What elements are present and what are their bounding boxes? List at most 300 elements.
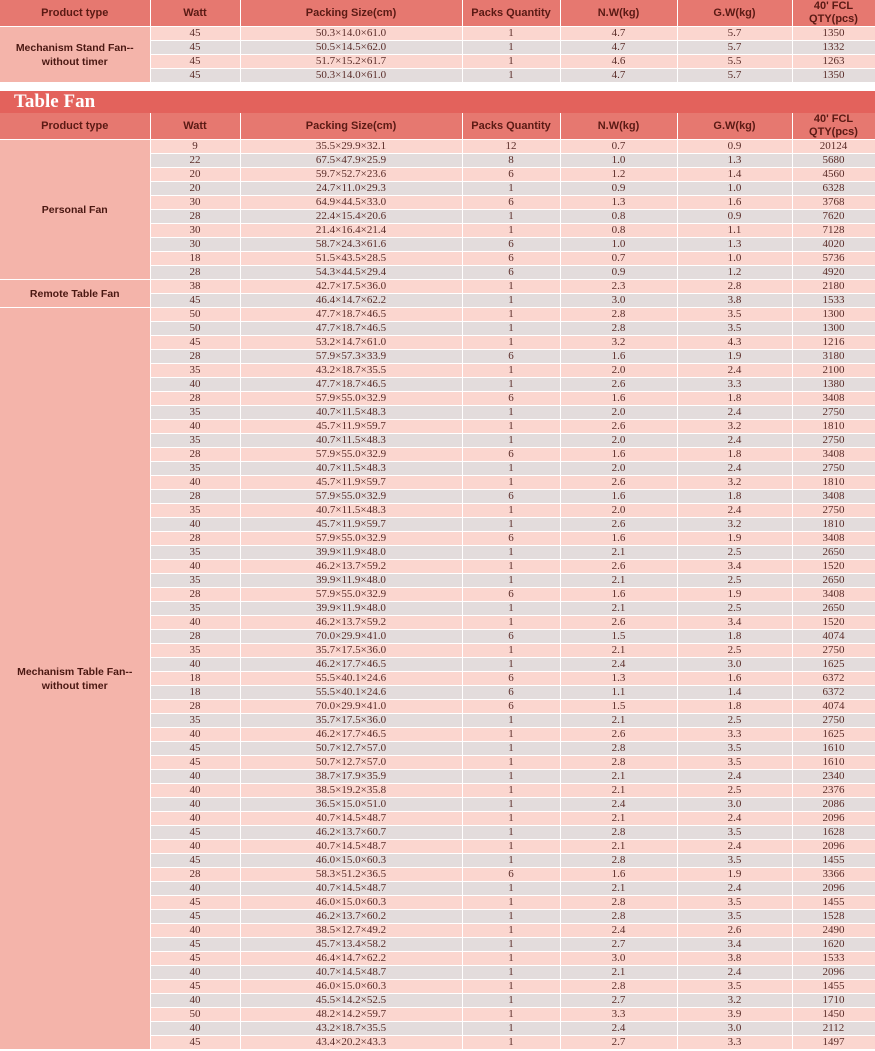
fcl-qty-cell: 2750: [792, 434, 875, 448]
net-weight-cell: 4.7: [560, 27, 677, 41]
gross-weight-cell: 2.4: [677, 504, 792, 518]
watt-cell: 45: [150, 854, 240, 868]
packs-quantity-cell: 1: [462, 364, 560, 378]
gross-weight-cell: 2.5: [677, 784, 792, 798]
watt-cell: 28: [150, 448, 240, 462]
packs-quantity-cell: 1: [462, 784, 560, 798]
net-weight-cell: 1.2: [560, 168, 677, 182]
net-weight-cell: 1.0: [560, 154, 677, 168]
watt-cell: 45: [150, 952, 240, 966]
packing-size-cell: 50.3×14.0×61.0: [240, 69, 462, 83]
packs-quantity-cell: 6: [462, 700, 560, 714]
watt-cell: 35: [150, 574, 240, 588]
packs-quantity-cell: 1: [462, 770, 560, 784]
section-header-table-fan: [0, 91, 875, 113]
fcl-qty-cell: 2180: [792, 280, 875, 294]
packs-quantity-cell: 6: [462, 238, 560, 252]
watt-cell: 45: [150, 55, 240, 69]
watt-cell: 45: [150, 756, 240, 770]
packing-size-cell: 55.5×40.1×24.6: [240, 672, 462, 686]
packs-quantity-cell: 1: [462, 756, 560, 770]
fcl-qty-cell: 1533: [792, 952, 875, 966]
gross-weight-cell: 5.7: [677, 41, 792, 55]
fcl-qty-cell: 3366: [792, 868, 875, 882]
watt-cell: 45: [150, 27, 240, 41]
packs-quantity-cell: 1: [462, 1008, 560, 1022]
packs-quantity-cell: 1: [462, 616, 560, 630]
net-weight-cell: 1.5: [560, 700, 677, 714]
gross-weight-cell: 3.4: [677, 560, 792, 574]
header-watt: Watt: [150, 113, 240, 140]
packing-size-cell: 21.4×16.4×21.4: [240, 224, 462, 238]
net-weight-cell: 2.3: [560, 280, 677, 294]
packing-size-cell: 45.7×11.9×59.7: [240, 476, 462, 490]
packs-quantity-cell: 6: [462, 392, 560, 406]
net-weight-cell: 2.0: [560, 462, 677, 476]
net-weight-cell: 2.8: [560, 826, 677, 840]
watt-cell: 35: [150, 462, 240, 476]
fcl-qty-cell: 5736: [792, 252, 875, 266]
header-packing-size: Packing Size(cm): [240, 113, 462, 140]
packing-size-cell: 57.9×55.0×32.9: [240, 392, 462, 406]
packing-size-cell: 54.3×44.5×29.4: [240, 266, 462, 280]
net-weight-cell: 0.8: [560, 210, 677, 224]
net-weight-cell: 2.6: [560, 560, 677, 574]
gross-weight-cell: 3.5: [677, 896, 792, 910]
header-watt: Watt: [150, 0, 240, 27]
net-weight-cell: 4.7: [560, 41, 677, 55]
packs-quantity-cell: 1: [462, 728, 560, 742]
packs-quantity-cell: 6: [462, 490, 560, 504]
net-weight-cell: 2.1: [560, 644, 677, 658]
packs-quantity-cell: 1: [462, 280, 560, 294]
packs-quantity-cell: 8: [462, 154, 560, 168]
packing-size-cell: 43.2×18.7×35.5: [240, 1022, 462, 1036]
gross-weight-cell: 2.4: [677, 364, 792, 378]
packs-quantity-cell: 1: [462, 952, 560, 966]
watt-cell: 20: [150, 168, 240, 182]
watt-cell: 45: [150, 294, 240, 308]
net-weight-cell: 2.6: [560, 518, 677, 532]
gross-weight-cell: 5.7: [677, 69, 792, 83]
net-weight-cell: 2.7: [560, 994, 677, 1008]
gross-weight-cell: 3.5: [677, 756, 792, 770]
packs-quantity-cell: 6: [462, 588, 560, 602]
product-type-cell: Remote Table Fan: [0, 280, 150, 308]
watt-cell: 35: [150, 406, 240, 420]
gross-weight-cell: 3.8: [677, 294, 792, 308]
watt-cell: 22: [150, 154, 240, 168]
watt-cell: 40: [150, 966, 240, 980]
gross-weight-cell: 2.4: [677, 966, 792, 980]
gross-weight-cell: 3.5: [677, 826, 792, 840]
gross-weight-cell: 2.4: [677, 434, 792, 448]
header-fcl-qty: 40' FCL QTY(pcs): [792, 0, 875, 27]
packing-size-cell: 42.7×17.5×36.0: [240, 280, 462, 294]
packs-quantity-cell: 1: [462, 812, 560, 826]
packs-quantity-cell: 1: [462, 210, 560, 224]
net-weight-cell: 1.1: [560, 686, 677, 700]
fcl-qty-cell: 5680: [792, 154, 875, 168]
gross-weight-cell: 2.4: [677, 462, 792, 476]
packs-quantity-cell: 6: [462, 266, 560, 280]
packing-size-cell: 46.2×13.7×60.2: [240, 910, 462, 924]
net-weight-cell: 2.4: [560, 658, 677, 672]
net-weight-cell: 2.8: [560, 980, 677, 994]
watt-cell: 45: [150, 896, 240, 910]
net-weight-cell: 2.7: [560, 938, 677, 952]
watt-cell: 18: [150, 672, 240, 686]
packing-size-cell: 40.7×11.5×48.3: [240, 462, 462, 476]
net-weight-cell: 4.7: [560, 69, 677, 83]
packing-size-cell: 48.2×14.2×59.7: [240, 1008, 462, 1022]
gross-weight-cell: 2.4: [677, 840, 792, 854]
fcl-qty-cell: 2096: [792, 882, 875, 896]
watt-cell: 45: [150, 336, 240, 350]
watt-cell: 45: [150, 938, 240, 952]
net-weight-cell: 2.1: [560, 602, 677, 616]
packing-size-cell: 70.0×29.9×41.0: [240, 630, 462, 644]
watt-cell: 30: [150, 196, 240, 210]
net-weight-cell: 2.1: [560, 966, 677, 980]
gross-weight-cell: 1.6: [677, 672, 792, 686]
packs-quantity-cell: 1: [462, 1022, 560, 1036]
watt-cell: 28: [150, 630, 240, 644]
watt-cell: 38: [150, 280, 240, 294]
gross-weight-cell: 1.2: [677, 266, 792, 280]
net-weight-cell: 0.9: [560, 266, 677, 280]
packs-quantity-cell: 1: [462, 182, 560, 196]
gross-weight-cell: 3.2: [677, 994, 792, 1008]
net-weight-cell: 1.6: [560, 588, 677, 602]
gross-weight-cell: 1.8: [677, 392, 792, 406]
gross-weight-cell: 0.9: [677, 140, 792, 154]
packs-quantity-cell: 6: [462, 630, 560, 644]
net-weight-cell: 2.6: [560, 378, 677, 392]
packing-size-cell: 45.7×11.9×59.7: [240, 420, 462, 434]
watt-cell: 40: [150, 420, 240, 434]
fcl-qty-cell: 1216: [792, 336, 875, 350]
packs-quantity-cell: 1: [462, 644, 560, 658]
watt-cell: 35: [150, 546, 240, 560]
fcl-qty-cell: 6372: [792, 686, 875, 700]
product-type-cell: Mechanism Table Fan--without timer: [0, 308, 150, 1050]
watt-cell: 35: [150, 434, 240, 448]
fcl-qty-cell: 2376: [792, 784, 875, 798]
gross-weight-cell: 1.3: [677, 238, 792, 252]
fcl-qty-cell: 2750: [792, 644, 875, 658]
net-weight-cell: 1.3: [560, 196, 677, 210]
packs-quantity-cell: 1: [462, 714, 560, 728]
packs-quantity-cell: 1: [462, 224, 560, 238]
gross-weight-cell: 3.5: [677, 980, 792, 994]
gross-weight-cell: 3.2: [677, 476, 792, 490]
packs-quantity-cell: 1: [462, 742, 560, 756]
net-weight-cell: 2.0: [560, 434, 677, 448]
packing-size-cell: 35.7×17.5×36.0: [240, 714, 462, 728]
packs-quantity-cell: 6: [462, 868, 560, 882]
gross-weight-cell: 1.4: [677, 686, 792, 700]
net-weight-cell: 3.3: [560, 1008, 677, 1022]
packing-size-cell: 70.0×29.9×41.0: [240, 700, 462, 714]
watt-cell: 40: [150, 560, 240, 574]
fcl-qty-cell: 1610: [792, 756, 875, 770]
gross-weight-cell: 1.9: [677, 532, 792, 546]
fcl-qty-cell: 2750: [792, 406, 875, 420]
fcl-qty-cell: 1625: [792, 658, 875, 672]
watt-cell: 28: [150, 490, 240, 504]
packing-size-cell: 35.5×29.9×32.1: [240, 140, 462, 154]
packing-size-cell: 46.2×17.7×46.5: [240, 728, 462, 742]
packing-size-cell: 46.2×17.7×46.5: [240, 658, 462, 672]
net-weight-cell: 1.3: [560, 672, 677, 686]
fcl-qty-cell: 1497: [792, 1036, 875, 1050]
packing-size-cell: 43.4×20.2×43.3: [240, 1036, 462, 1050]
fcl-qty-cell: 1610: [792, 742, 875, 756]
gross-weight-cell: 3.4: [677, 616, 792, 630]
gross-weight-cell: 1.8: [677, 630, 792, 644]
packs-quantity-cell: 6: [462, 686, 560, 700]
packing-size-cell: 38.7×17.9×35.9: [240, 770, 462, 784]
packs-quantity-cell: 6: [462, 448, 560, 462]
packs-quantity-cell: 1: [462, 910, 560, 924]
packs-quantity-cell: 1: [462, 882, 560, 896]
fcl-qty-cell: 2086: [792, 798, 875, 812]
packs-quantity-cell: 1: [462, 546, 560, 560]
gross-weight-cell: 3.0: [677, 658, 792, 672]
net-weight-cell: 0.9: [560, 182, 677, 196]
gross-weight-cell: 1.1: [677, 224, 792, 238]
packing-size-cell: 64.9×44.5×33.0: [240, 196, 462, 210]
product-type-cell: Personal Fan: [0, 140, 150, 280]
packing-size-cell: 38.5×12.7×49.2: [240, 924, 462, 938]
fcl-qty-cell: 2650: [792, 602, 875, 616]
watt-cell: 50: [150, 308, 240, 322]
packing-size-cell: 59.7×52.7×23.6: [240, 168, 462, 182]
fcl-qty-cell: 4074: [792, 700, 875, 714]
fcl-qty-cell: 6328: [792, 182, 875, 196]
gross-weight-cell: 2.5: [677, 574, 792, 588]
watt-cell: 40: [150, 784, 240, 798]
packing-size-cell: 39.9×11.9×48.0: [240, 602, 462, 616]
header-net-weight: N.W(kg): [560, 113, 677, 140]
gross-weight-cell: 2.5: [677, 602, 792, 616]
packs-quantity-cell: 1: [462, 840, 560, 854]
fcl-qty-cell: 1300: [792, 322, 875, 336]
packs-quantity-cell: 1: [462, 826, 560, 840]
stand-fan-table: [0, 0, 875, 83]
packs-quantity-cell: 6: [462, 196, 560, 210]
packing-size-cell: 47.7×18.7×46.5: [240, 378, 462, 392]
fcl-qty-cell: 1625: [792, 728, 875, 742]
gross-weight-cell: 3.4: [677, 938, 792, 952]
watt-cell: 45: [150, 980, 240, 994]
net-weight-cell: 2.1: [560, 714, 677, 728]
packs-quantity-cell: 1: [462, 55, 560, 69]
packs-quantity-cell: 1: [462, 308, 560, 322]
packs-quantity-cell: 1: [462, 378, 560, 392]
watt-cell: 50: [150, 1008, 240, 1022]
section-title: Table Fan: [14, 91, 96, 112]
net-weight-cell: 2.4: [560, 924, 677, 938]
gross-weight-cell: 0.9: [677, 210, 792, 224]
packs-quantity-cell: 1: [462, 420, 560, 434]
net-weight-cell: 1.6: [560, 490, 677, 504]
packs-quantity-cell: 1: [462, 602, 560, 616]
gross-weight-cell: 1.8: [677, 448, 792, 462]
packing-size-cell: 43.2×18.7×35.5: [240, 364, 462, 378]
packing-size-cell: 40.7×11.5×48.3: [240, 434, 462, 448]
packs-quantity-cell: 6: [462, 252, 560, 266]
watt-cell: 45: [150, 742, 240, 756]
packs-quantity-cell: 1: [462, 994, 560, 1008]
packs-quantity-cell: 1: [462, 966, 560, 980]
gross-weight-cell: 2.4: [677, 406, 792, 420]
header-product-type: Product type: [0, 0, 150, 27]
watt-cell: 28: [150, 392, 240, 406]
packing-size-cell: 57.9×55.0×32.9: [240, 532, 462, 546]
watt-cell: 40: [150, 378, 240, 392]
watt-cell: 18: [150, 686, 240, 700]
gross-weight-cell: 1.6: [677, 196, 792, 210]
fcl-qty-cell: 2340: [792, 770, 875, 784]
net-weight-cell: 3.0: [560, 952, 677, 966]
fcl-qty-cell: 3768: [792, 196, 875, 210]
fcl-qty-cell: 1628: [792, 826, 875, 840]
fcl-qty-cell: 3408: [792, 588, 875, 602]
net-weight-cell: 2.6: [560, 420, 677, 434]
table-row: [0, 140, 875, 154]
fcl-qty-cell: 3408: [792, 448, 875, 462]
net-weight-cell: 2.8: [560, 854, 677, 868]
gross-weight-cell: 5.5: [677, 55, 792, 69]
watt-cell: 20: [150, 182, 240, 196]
fcl-qty-cell: 2112: [792, 1022, 875, 1036]
table-row: [0, 280, 875, 294]
fcl-qty-cell: 1620: [792, 938, 875, 952]
packing-size-cell: 39.9×11.9×48.0: [240, 574, 462, 588]
packs-quantity-cell: 1: [462, 658, 560, 672]
fcl-qty-cell: 1455: [792, 896, 875, 910]
packing-size-cell: 50.7×12.7×57.0: [240, 742, 462, 756]
packs-quantity-cell: 1: [462, 294, 560, 308]
gross-weight-cell: 1.8: [677, 700, 792, 714]
fcl-qty-cell: 2650: [792, 574, 875, 588]
packs-quantity-cell: 1: [462, 980, 560, 994]
table-header-row: [0, 0, 875, 27]
watt-cell: 40: [150, 882, 240, 896]
packs-quantity-cell: 12: [462, 140, 560, 154]
packs-quantity-cell: 1: [462, 322, 560, 336]
net-weight-cell: 2.8: [560, 308, 677, 322]
watt-cell: 35: [150, 714, 240, 728]
net-weight-cell: 0.7: [560, 140, 677, 154]
product-type-cell: Mechanism Stand Fan--without timer: [0, 27, 150, 83]
fcl-qty-cell: 4020: [792, 238, 875, 252]
gross-weight-cell: 1.0: [677, 182, 792, 196]
packing-size-cell: 40.7×14.5×48.7: [240, 812, 462, 826]
packing-size-cell: 45.7×13.4×58.2: [240, 938, 462, 952]
watt-cell: 40: [150, 518, 240, 532]
header-packs-quantity: Packs Quantity: [462, 0, 560, 27]
packing-size-cell: 51.7×15.2×61.7: [240, 55, 462, 69]
net-weight-cell: 1.6: [560, 350, 677, 364]
net-weight-cell: 2.1: [560, 574, 677, 588]
packing-size-cell: 55.5×40.1×24.6: [240, 686, 462, 700]
gross-weight-cell: 1.9: [677, 350, 792, 364]
packing-size-cell: 57.9×55.0×32.9: [240, 490, 462, 504]
watt-cell: 40: [150, 924, 240, 938]
fcl-qty-cell: 1332: [792, 41, 875, 55]
fcl-qty-cell: 1350: [792, 27, 875, 41]
fcl-qty-cell: 1520: [792, 560, 875, 574]
header-product-type: Product type: [0, 113, 150, 140]
net-weight-cell: 2.1: [560, 770, 677, 784]
gross-weight-cell: 1.9: [677, 868, 792, 882]
packs-quantity-cell: 1: [462, 406, 560, 420]
watt-cell: 40: [150, 616, 240, 630]
fcl-qty-cell: 3408: [792, 392, 875, 406]
net-weight-cell: 2.0: [560, 364, 677, 378]
packing-size-cell: 50.5×14.5×62.0: [240, 41, 462, 55]
packs-quantity-cell: 1: [462, 27, 560, 41]
packs-quantity-cell: 1: [462, 41, 560, 55]
watt-cell: 40: [150, 728, 240, 742]
net-weight-cell: 0.7: [560, 252, 677, 266]
gross-weight-cell: 1.9: [677, 588, 792, 602]
net-weight-cell: 2.6: [560, 616, 677, 630]
fcl-qty-cell: 1520: [792, 616, 875, 630]
packing-size-cell: 57.9×57.3×33.9: [240, 350, 462, 364]
table-row: [0, 308, 875, 322]
packs-quantity-cell: 1: [462, 518, 560, 532]
table-fan-body: [0, 140, 875, 1050]
watt-cell: 45: [150, 41, 240, 55]
fcl-qty-cell: 1810: [792, 420, 875, 434]
packing-size-cell: 46.4×14.7×62.2: [240, 952, 462, 966]
gross-weight-cell: 1.4: [677, 168, 792, 182]
packing-size-cell: 45.7×11.9×59.7: [240, 518, 462, 532]
net-weight-cell: 2.4: [560, 798, 677, 812]
packs-quantity-cell: 6: [462, 532, 560, 546]
packs-quantity-cell: 1: [462, 854, 560, 868]
packs-quantity-cell: 1: [462, 938, 560, 952]
gross-weight-cell: 3.5: [677, 854, 792, 868]
fcl-qty-cell: 1300: [792, 308, 875, 322]
packing-size-cell: 46.0×15.0×60.3: [240, 980, 462, 994]
stand-fan-body: [0, 27, 875, 83]
net-weight-cell: 2.8: [560, 322, 677, 336]
watt-cell: 40: [150, 770, 240, 784]
header-packs-quantity: Packs Quantity: [462, 113, 560, 140]
gross-weight-cell: 3.3: [677, 1036, 792, 1050]
packs-quantity-cell: 1: [462, 1036, 560, 1050]
packing-size-cell: 40.7×14.5×48.7: [240, 840, 462, 854]
header-gross-weight: G.W(kg): [677, 0, 792, 27]
fcl-qty-cell: 2100: [792, 364, 875, 378]
net-weight-cell: 2.1: [560, 882, 677, 896]
packing-size-cell: 40.7×14.5×48.7: [240, 882, 462, 896]
gross-weight-cell: 2.4: [677, 882, 792, 896]
packing-size-cell: 47.7×18.7×46.5: [240, 308, 462, 322]
net-weight-cell: 2.8: [560, 742, 677, 756]
fcl-qty-cell: 1810: [792, 518, 875, 532]
packing-size-cell: 50.3×14.0×61.0: [240, 27, 462, 41]
gross-weight-cell: 1.3: [677, 154, 792, 168]
packs-quantity-cell: 1: [462, 434, 560, 448]
gross-weight-cell: 3.9: [677, 1008, 792, 1022]
watt-cell: 45: [150, 910, 240, 924]
